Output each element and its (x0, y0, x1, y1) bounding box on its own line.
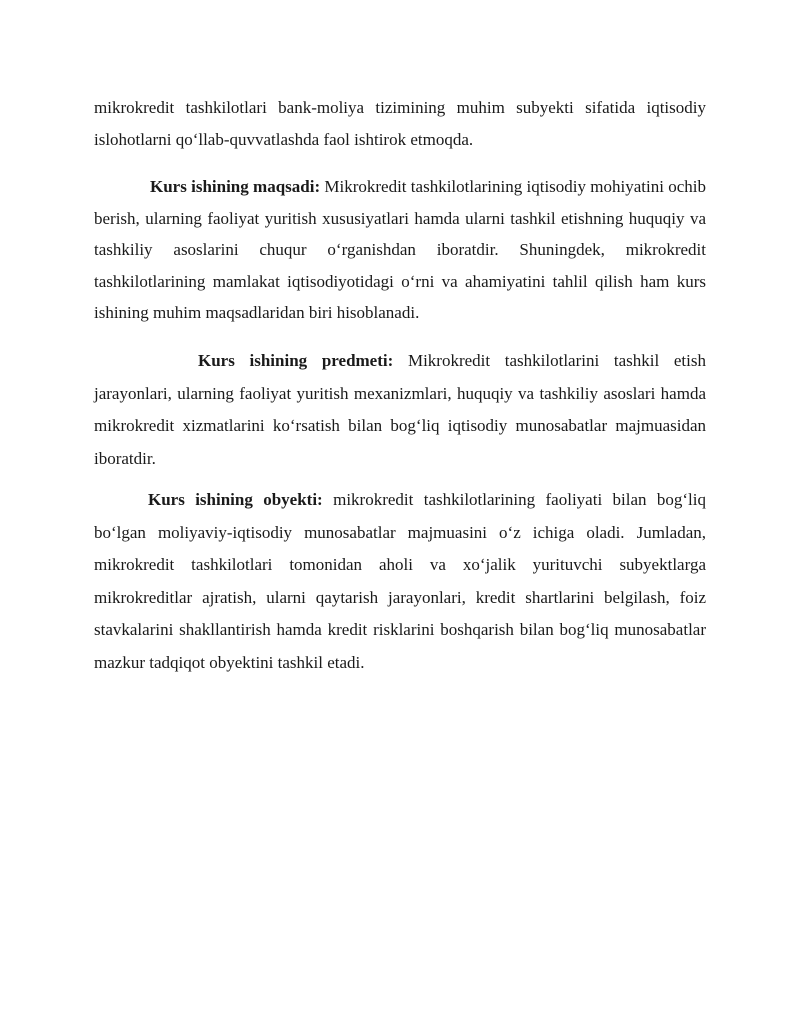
paragraph-text: Mikrokredit tashkilotlarining iqtisodiy mohiyatini ochib berish, ularning faoliyat yuritish xususiyatlari hamda ularni tashkil etishning huquqiy va tashkiliy asoslarini chuqur o‘rganishdan iboratdir. Shuningdek, mikrokredit tashkilotlarining mamlakat iqtisodiyotidagi o‘rni va ahamiyatini tahlil qilish ham kurs ishining muhim maqsadlaridan biri hisoblanadi. (94, 177, 706, 323)
paragraph-heading: Kurs ishining obyekti: (148, 490, 323, 509)
paragraph-intro-continuation (94, 92, 706, 156)
paragraph-course-subject (94, 345, 706, 475)
paragraph-course-object (94, 484, 706, 680)
paragraph-heading: Kurs ishining maqsadi: (150, 177, 321, 196)
paragraph-text: Mikrokredit tashkilotlarini tashkil etish jarayonlari, ularning faoliyat yuritish mexanizmlari, huquqiy va tashkiliy asoslari hamda mikrokredit xizmatlarini ko‘rsatish bilan bog‘liq iqtisodiy munosabatlar majmuasidan iboratdir. (94, 351, 706, 468)
paragraph-course-goal (94, 171, 706, 329)
paragraph-text: mikrokredit tashkilotlarining faoliyati bilan bog‘liq bo‘lgan moliyaviy-iqtisodiy munosabatlar majmuasini o‘z ichiga oladi. Jumladan, mikrokredit tashkilotlari tomonidan aholi va xo‘jalik yurituvchi subyektlarga mikrokreditlar ajratish, ularni qaytarish jarayonlari, kredit shartlarini belgilash, foiz stavkalarini shakllantirish hamda kredit risklarini boshqarish bilan bog‘liq munosabatlar mazkur tadqiqot obyektini tashkil etadi. (94, 490, 706, 672)
paragraph-text: mikrokredit tashkilotlari bank-moliya tizimining muhim subyekti sifatida iqtisodiy islohotlarni qo‘llab-quvvatlashda faol ishtirok etmoqda. (94, 98, 706, 149)
paragraph-heading: Kurs ishining predmeti: (198, 351, 394, 370)
